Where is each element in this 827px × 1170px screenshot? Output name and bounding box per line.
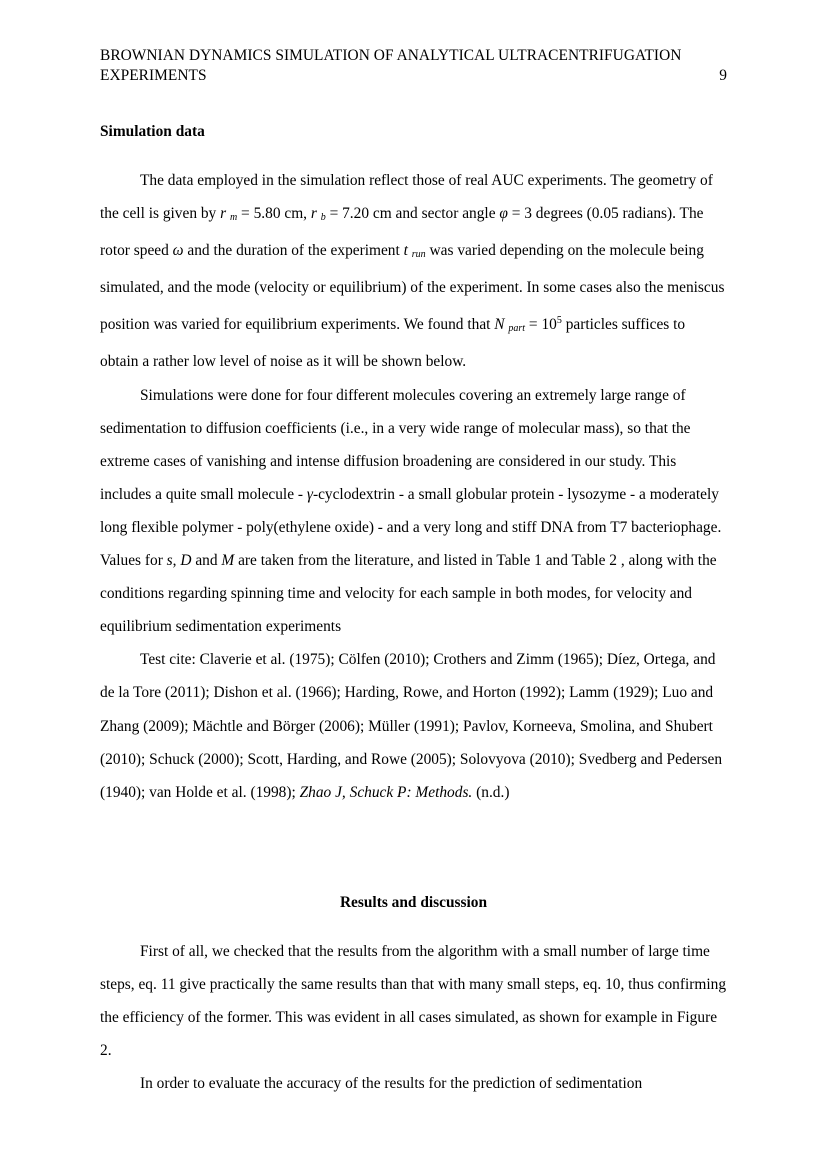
symbol-r: r [220,205,227,223]
symbol-omega: ω [172,242,184,260]
paragraph-results-check: First of all, we checked that the results from the algorithm with a small number of large time steps, eq. 11 give practically the same results than that with many small steps, eq. 10, thus confirming the efficiency of the former. This was evident in all cases simulated, as shown for example in Figure 2. [100,943,727,1060]
symbol-d: D [180,552,192,570]
subscript-b: b [320,212,326,224]
symbol-r: r [310,205,317,223]
running-head-title-line1: BROWNIAN DYNAMICS SIMULATION OF ANALYTICAL ULTRACENTRIFUGATION [100,47,682,64]
paragraph-simulation-setup: The data employed in the simulation reflect those of real AUC experiments. The geometry of the cell is given by r $_m$ = 5.80 cm, r $_b$ = 7.20 cm and sector angle φ = 3 degrees (0.05 radians). The rotor speed ω and the duration of the experiment t $_{run}$ was varied depending on the molecule being simulated, and the mode (velocity or equilibrium) of the experiment. In some cases also the meniscus position was varied for equilibrium experiments. We found that N $_{part} = 10^5$ particles suffices to obtain a rather low level of noise as it will be shown below. [100,172,725,371]
symbol-t: t [403,242,408,260]
subscript-run: run [411,249,426,261]
superscript-5: 5 [556,315,562,327]
paragraph-results-accuracy: In order to evaluate the accuracy of the results for the prediction of sedimentation [140,1075,643,1093]
section-heading-results: Results and discussion [339,894,488,911]
subscript-m: m [229,212,238,224]
running-head-line2 [100,66,727,86]
subscript-part: part [508,323,526,335]
running-head-title-line2: EXPERIMENTS [100,67,207,84]
symbol-phi: φ [499,205,508,223]
symbol-s: s [166,552,173,570]
section-heading-simulation-data: Simulation data [100,123,205,140]
page-number: 9 [719,67,727,84]
paragraph-molecules: Simulations were done for four different molecules covering an extremely large range of sedimentation to diffusion coefficients (i.e., in a very wide range of molecular mass), so that the extreme cases of vanishing and intense diffusion broadening are considered in our study. This includes a quite small molecule - γ-cyclodextrin - a small globular protein - lysozyme - a moderately long flexible polymer - poly(ethylene oxide) - and a very long and stiff DNA from T7 bacteriophage. Values for s, D and M are taken from the literature, and listed in Table 1 and Table 2 , along with the conditions regarding spinning time and velocity for each sample in both modes, for velocity and equilibrium sedimentation experiments [100,386,722,636]
symbol-gamma: γ [306,485,313,503]
simulation-data-body [100,164,727,809]
citation-italic: Zhao J, Schuck P: Methods. [299,783,473,801]
paragraph-test-cite: Test cite: Claverie et al. (1975); Cölfen (2010); Crothers and Zimm (1965); Díez, Ortega, and de la Tore (2011); Dishon et al. (1966); Harding, Rowe, and Horton (1992); Lamm (1929); Luo and Zhang (2009); Mächtle and Börger (2006); Müller (1991); Pavlov, Korneeva, Smolina, and Shubert (2010); Schuck (2000); Scott, Harding, and Rowe (2005); Solovyova (2010); Svedberg and Pedersen (1940); van Holde et al. (1998); Zhao J, Schuck P: Methods. (n.d.) [100,651,723,801]
results-body [100,935,727,1100]
symbol-n: N [494,316,505,334]
symbol-m: M [221,552,235,570]
running-head [100,46,727,86]
